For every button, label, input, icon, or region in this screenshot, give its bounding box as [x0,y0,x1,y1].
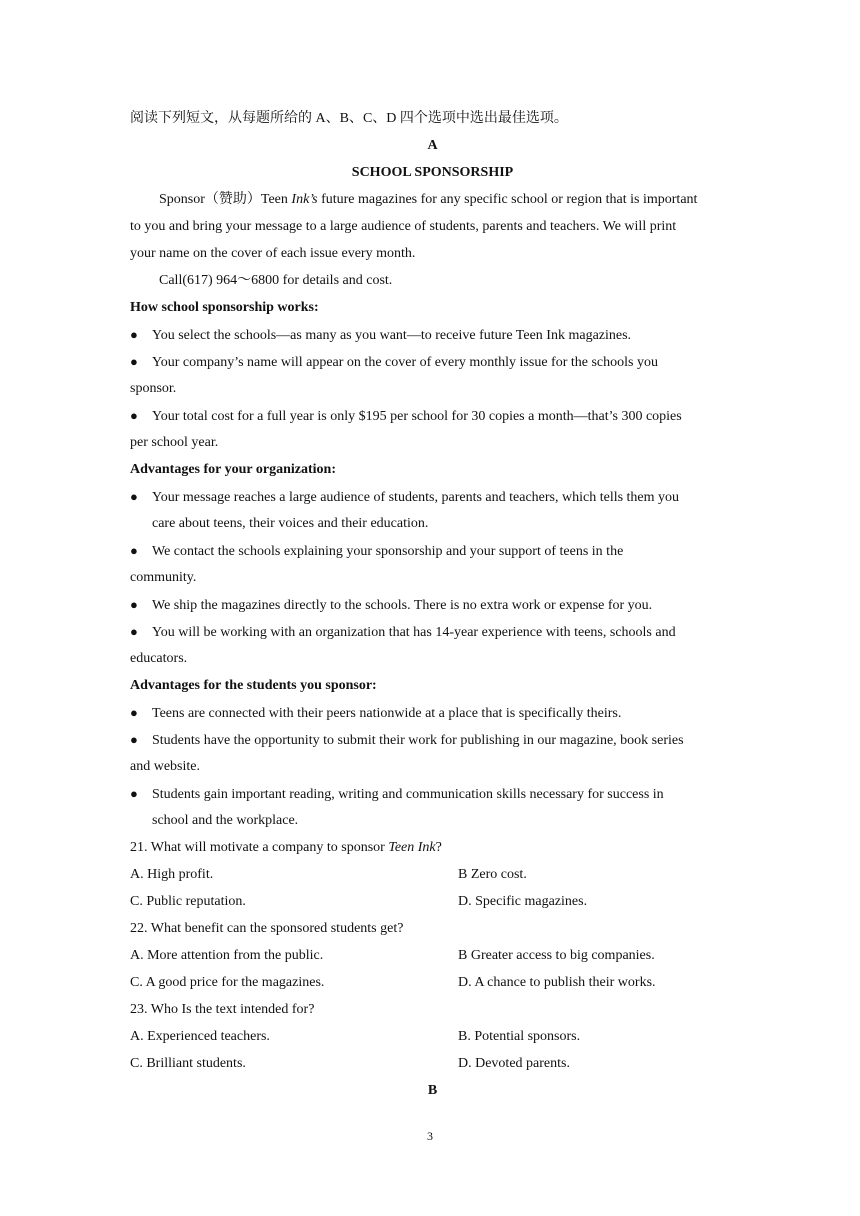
option-a: A. Experienced teachers. [130,1029,270,1044]
list-item [130,591,735,618]
list-item-text: Your message reaches a large audience of students, parents and teachers, which tells them you [152,490,680,505]
question-text: 21. What will motivate a company to sponsor [130,840,389,855]
list-item [130,483,735,510]
bullet-icon: ● [130,705,138,720]
list-item-continuation: sponsor. [130,381,177,396]
option-b: B Greater access to big companies. [458,948,655,963]
list-item-text: Teens are connected with their peers nationwide at a place that is specifically theirs. [152,706,622,721]
intro-paragraph-line-3: your name on the cover of each issue every month. [130,246,416,261]
list-item-continuation: school and the workplace. [152,813,299,828]
option-c: C. Public reputation. [130,894,246,909]
option-a: A. More attention from the public. [130,948,324,963]
list-item [130,699,735,726]
list-item [130,726,735,753]
bullet-icon: ● [130,786,138,801]
list-item-text: You select the schools—as many as you want—to receive future Teen Ink magazines. [152,328,632,343]
list-item-continuation: care about teens, their voices and their education. [152,516,429,531]
option-b: B. Potential sponsors. [458,1029,581,1044]
list-item-text: We ship the magazines directly to the schools. There is no extra work or expense for you. [152,598,653,613]
bullet-icon: ● [130,597,138,612]
list-item-continuation: per school year. [130,435,219,450]
list-item [130,321,735,348]
list-item-continuation: community. [130,570,197,585]
question-21 [130,834,735,861]
list-item-text: We contact the schools explaining your sponsorship and your support of teens in the [152,544,624,559]
option-row [130,1050,735,1077]
bullet-icon: ● [130,543,138,558]
list-item-text: Students gain important reading, writing and communication skills necessary for success in [152,787,664,802]
intro-paragraph-line-2: to you and bring your message to a large audience of students, parents and teachers. We will print [130,219,677,234]
page-number: 3 [427,1129,433,1143]
question-text: ? [435,840,442,855]
document-body [130,105,735,1104]
list-item [130,402,735,429]
option-row [130,969,735,996]
bullet-icon: ● [130,732,138,747]
option-row [130,861,735,888]
option-c: C. A good price for the magazines. [130,975,325,990]
list-item-text: Students have the opportunity to submit their work for publishing in our magazine, book series [152,733,684,748]
intro-paragraph-line-1 [130,186,735,213]
section-b-label: B [427,1083,438,1098]
option-b: B Zero cost. [458,867,527,882]
option-row [130,1023,735,1050]
students-heading: Advantages for the students you sponsor: [130,678,377,693]
option-d: D. A chance to publish their works. [458,975,656,990]
intro-text: future magazines for any specific school or region that is important [317,192,698,207]
bullet-icon: ● [130,624,138,639]
question-italic-text: Teen Ink [388,840,436,855]
option-c: C. Brilliant students. [130,1056,246,1071]
org-heading: Advantages for your organization: [130,462,336,477]
list-item-text: Your company’s name will appear on the cover of every monthly issue for the schools you [152,355,658,370]
how-heading: How school sponsorship works: [130,300,319,315]
option-row [130,942,735,969]
list-item [130,537,735,564]
section-a-label: A [427,138,438,153]
bullet-icon: ● [130,354,138,369]
question-23: 23. Who Is the text intended for? [130,1002,315,1017]
intro-text: Sponsor（赞助）Teen [159,192,292,207]
bullet-icon: ● [130,489,138,504]
option-row [130,888,735,915]
option-d: D. Devoted parents. [458,1056,570,1071]
bullet-icon: ● [130,327,138,342]
list-item [130,348,735,375]
list-item [130,618,735,645]
option-a: A. High profit. [130,867,214,882]
list-item [130,780,735,807]
intro-italic-text: Ink’s [291,192,318,207]
instruction-text: 阅读下列短文，从每题所给的 A、B、C、D 四个选项中选出最佳选项。 [130,111,568,126]
contact-line: Call(617) 964～6800 for details and cost. [159,273,393,288]
article-title: SCHOOL SPONSORSHIP [351,165,514,180]
list-item-text: You will be working with an organization that has 14-year experience with teens, schools and [152,625,676,640]
list-item-continuation: and website. [130,759,200,774]
question-22: 22. What benefit can the sponsored students get? [130,921,404,936]
list-item-continuation: educators. [130,651,188,666]
bullet-icon: ● [130,408,138,423]
option-d: D. Specific magazines. [458,894,588,909]
list-item-text: Your total cost for a full year is only $195 per school for 30 copies a month—that’s 300 copies [152,409,682,424]
